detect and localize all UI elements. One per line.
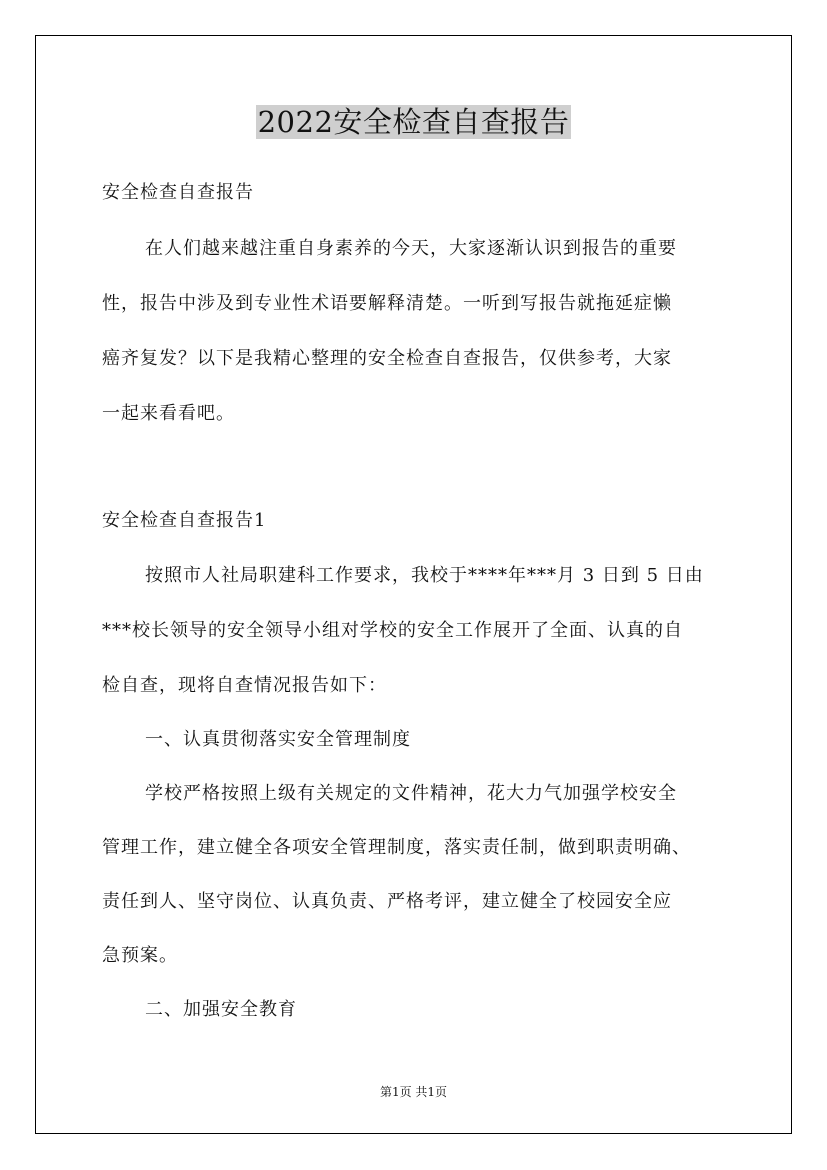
item1-paragraph-line: 急预案。 xyxy=(102,945,178,966)
section1-paragraph-line: 按照市人社局职建科工作要求，我校于****年***月 3 日到 5 日由 xyxy=(145,565,704,586)
intro-paragraph-line: 一起来看看吧。 xyxy=(102,403,235,424)
section1-paragraph-line: ***校长领导的安全领导小组对学校的安全工作展开了全面、认真的自 xyxy=(102,620,683,641)
intro-heading: 安全检查自查报告 xyxy=(102,182,254,203)
item1-heading: 一、认真贯彻落实安全管理制度 xyxy=(145,729,411,750)
item1-paragraph-line: 责任到人、坚守岗位、认真负责、严格考评，建立健全了校园安全应 xyxy=(102,891,672,912)
page-footer: 第1页 共1页 xyxy=(379,1085,448,1099)
item2-heading: 二、加强安全教育 xyxy=(145,999,297,1020)
item1-paragraph-line: 管理工作，建立健全各项安全管理制度，落实责任制，做到职责明确、 xyxy=(102,837,691,858)
intro-paragraph-line: 在人们越来越注重自身素养的今天，大家逐渐认识到报告的重要 xyxy=(145,238,677,259)
section1-paragraph-line: 检自查，现将自查情况报告如下： xyxy=(102,675,387,696)
intro-paragraph-line: 性，报告中涉及到专业性术语要解释清楚。一听到写报告就拖延症懒 xyxy=(102,293,672,314)
item1-paragraph-line: 学校严格按照上级有关规定的文件精神，花大力气加强学校安全 xyxy=(145,783,677,804)
intro-paragraph-line: 癌齐复发？以下是我精心整理的安全检查自查报告，仅供参考，大家 xyxy=(102,348,672,369)
document-title: 2022安全检查自查报告 xyxy=(257,105,570,139)
section1-heading: 安全检查自查报告1 xyxy=(102,510,267,531)
